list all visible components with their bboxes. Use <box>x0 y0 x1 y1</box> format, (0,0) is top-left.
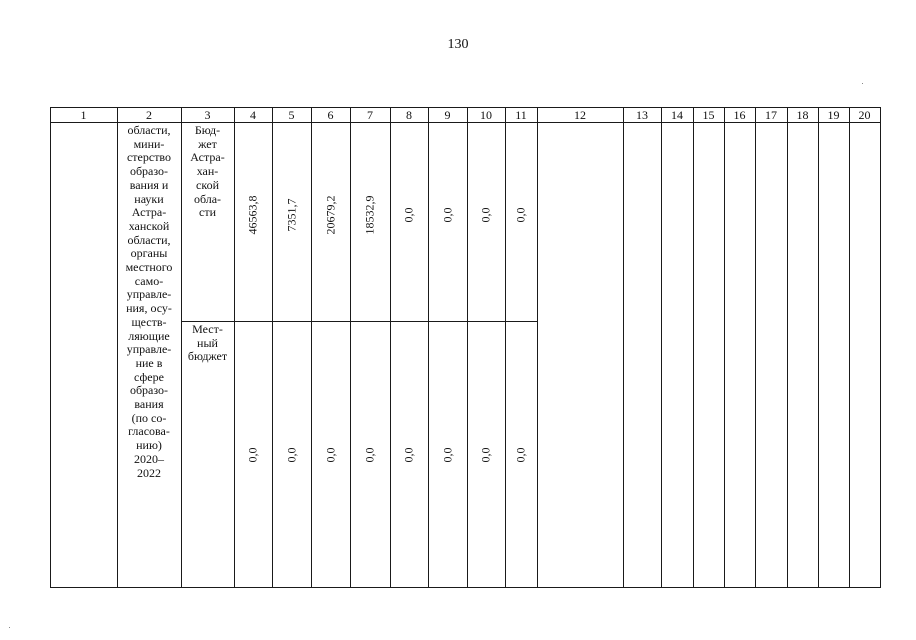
funding-source-cell <box>181 124 234 220</box>
executor-text-line: ществ- <box>131 314 167 329</box>
executor-text-line: стерство <box>126 150 172 165</box>
funding-value-col-6: 0,0 <box>323 447 337 463</box>
column-border <box>272 107 273 588</box>
page-number: 130 <box>447 37 469 52</box>
funding-source-cell <box>181 323 234 364</box>
column-header-19: 19 <box>827 108 840 122</box>
funding-source-text-line: Астра- <box>190 150 225 165</box>
executor-text-line: местного <box>125 260 173 275</box>
funding-value-col-9: 0,0 <box>440 207 454 223</box>
executor-text-line: ляющие <box>128 328 170 343</box>
funding-value-col-7: 18532,9 <box>362 195 377 235</box>
executor-text-line: ние в <box>135 355 163 370</box>
executor-text-line: само- <box>134 273 164 288</box>
funding-value-col-9: 0,0 <box>440 447 454 463</box>
column-border <box>849 107 850 588</box>
column-border <box>390 107 391 588</box>
column-header-6: 6 <box>327 108 334 122</box>
column-border <box>787 107 788 588</box>
table-bottom-border <box>50 587 881 588</box>
scan-speck <box>9 627 10 628</box>
executor-text-line: ния, осу- <box>126 301 172 316</box>
executor-text-line: образо- <box>129 164 169 179</box>
executor-text-line: области, <box>127 232 171 247</box>
column-header-12: 12 <box>574 108 586 122</box>
executor-text-line: управле- <box>126 342 172 357</box>
funding-source-text-line: ской <box>196 177 219 192</box>
column-border <box>505 107 506 588</box>
funding-value-col-10: 0,0 <box>478 207 493 223</box>
column-header-5: 5 <box>288 108 295 122</box>
funding-value-col-7: 0,0 <box>362 447 377 463</box>
funding-value-col-11: 0,0 <box>513 207 528 223</box>
executor-text-line: науки <box>134 191 164 206</box>
column-border <box>661 107 662 588</box>
column-border <box>311 107 312 588</box>
row-divider <box>181 321 538 322</box>
funding-value-col-4: 46563,8 <box>245 195 260 235</box>
funding-value-col-8: 0,0 <box>401 447 416 463</box>
column-border <box>428 107 429 588</box>
column-header-8: 8 <box>406 108 412 122</box>
column-border <box>724 107 725 588</box>
executor-text-line: гласова- <box>128 424 170 439</box>
scan-speck <box>862 83 863 84</box>
column-border <box>693 107 694 588</box>
column-border <box>537 107 538 588</box>
executor-text-line: ханской <box>128 218 170 233</box>
funding-value-col-11: 0,0 <box>513 447 528 463</box>
funding-value-col-5: 7351,7 <box>284 198 298 232</box>
column-border <box>623 107 624 588</box>
funding-source-text-line: хан- <box>196 164 219 179</box>
executor-text-line: органы <box>130 246 168 261</box>
column-border <box>350 107 351 588</box>
executor-text-line: (по со- <box>131 410 167 425</box>
column-border <box>467 107 468 588</box>
column-header-7: 7 <box>367 108 373 122</box>
column-header-16: 16 <box>733 108 746 122</box>
column-header-11: 11 <box>515 108 527 122</box>
funding-source-text-line: Бюд- <box>194 123 221 137</box>
column-header-13: 13 <box>636 108 648 122</box>
column-border <box>818 107 819 588</box>
column-header-4: 4 <box>250 108 256 122</box>
funding-value-col-8: 0,0 <box>401 207 416 223</box>
column-border <box>880 107 881 588</box>
column-header-10: 10 <box>480 108 492 122</box>
column-header-2: 2 <box>146 108 152 122</box>
column-border <box>755 107 756 588</box>
column-header-20: 20 <box>858 108 871 122</box>
executor-text-line: вания и <box>129 177 169 192</box>
executor-text-line: мини- <box>133 136 165 151</box>
executor-text-line: вания <box>134 397 164 412</box>
column-border <box>50 107 51 588</box>
column-header-3: 3 <box>204 108 211 122</box>
executor-text-line: управле- <box>126 287 172 302</box>
funding-source-text-line: бюджет <box>187 349 228 364</box>
funding-source-text-line: ный <box>197 335 218 350</box>
executor-text-line: нию) <box>136 438 162 453</box>
funding-value-col-4: 0,0 <box>245 447 260 463</box>
executor-text-line: 2020– <box>134 451 164 466</box>
funding-source-text-line: жет <box>198 136 217 151</box>
executor-text-line: 2022 <box>137 465 161 480</box>
column-header-14: 14 <box>671 108 683 122</box>
funding-source-text-line: Мест- <box>192 322 223 336</box>
executor-text-line: образо- <box>129 383 169 398</box>
executor-text-line: области, <box>127 123 171 137</box>
funding-value-col-6: 20679,2 <box>323 195 337 235</box>
table-top-border <box>50 107 881 108</box>
funding-source-text-line: сти <box>199 205 216 220</box>
responsible-executor-cell <box>117 124 181 480</box>
executor-text-line: Астра- <box>131 205 167 220</box>
column-header-18: 18 <box>796 108 809 122</box>
column-border <box>234 107 235 588</box>
column-header-9: 9 <box>444 108 451 122</box>
column-header-1: 1 <box>80 108 87 122</box>
header-bottom-border <box>50 122 881 123</box>
funding-source-text-line: обла- <box>193 191 222 206</box>
column-header-17: 17 <box>765 108 777 122</box>
funding-value-col-5: 0,0 <box>284 447 298 463</box>
column-header-15: 15 <box>702 108 715 122</box>
executor-text-line: сфере <box>134 369 164 384</box>
funding-value-col-10: 0,0 <box>478 447 493 463</box>
